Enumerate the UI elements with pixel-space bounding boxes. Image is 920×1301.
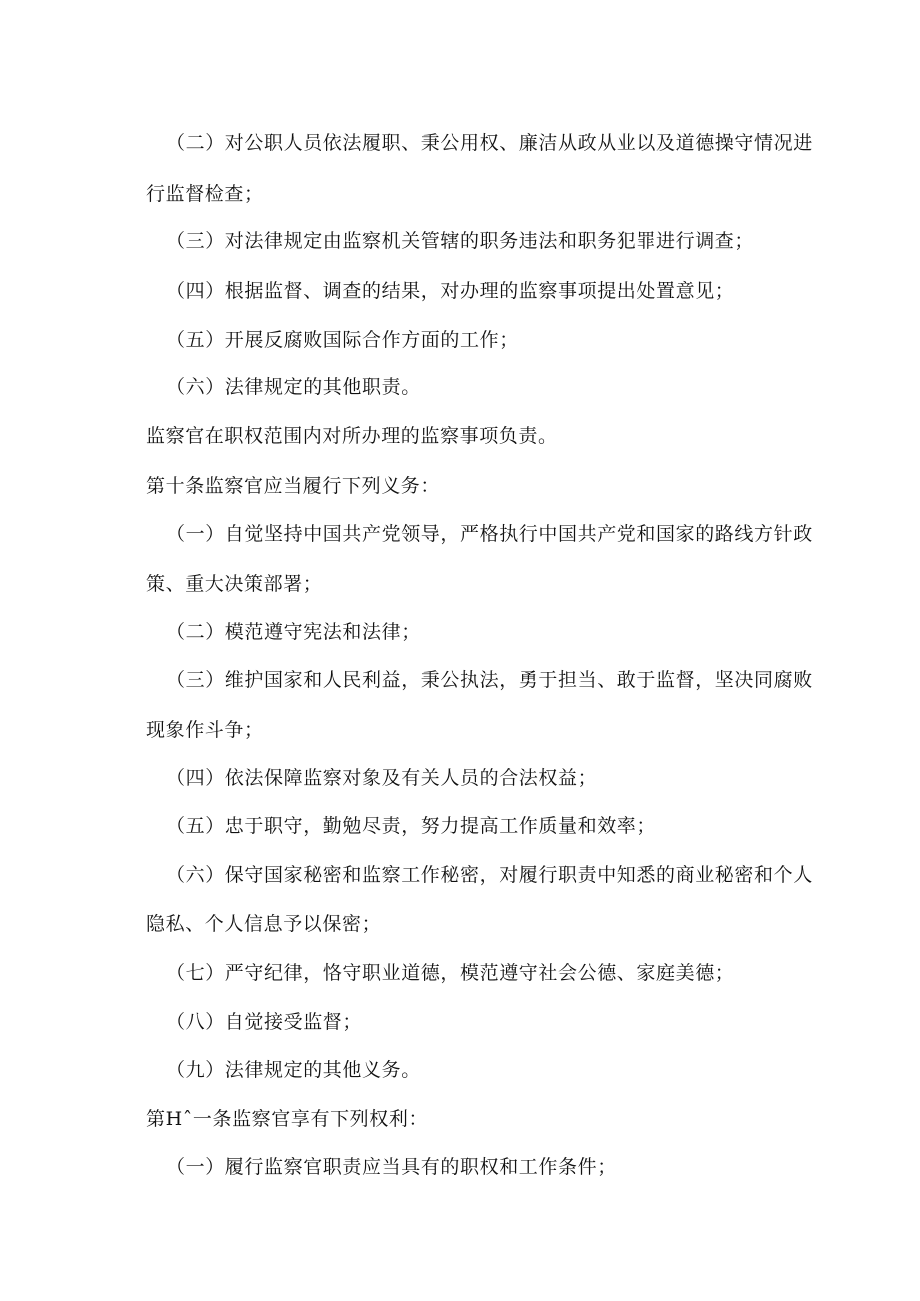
text-line-18: （七）严守纪律，恪守职业道德，模范遵守社会公德、家庭美德； [166, 962, 735, 984]
text-line-3: （三）对法律规定由监察机关管辖的职务违法和职务犯罪进行调查； [166, 230, 755, 252]
text-line-17: 隐私、个人信息予以保密； [146, 913, 382, 935]
text-line-10: 策、重大决策部署； [146, 573, 323, 595]
text-line-4: （四）根据监督、调查的结果，对办理的监察事项提出处置意见； [166, 280, 735, 302]
text-line-15: （五）忠于职守，勤勉尽责，努力提高工作质量和效率； [166, 815, 657, 837]
text-line-20: （九）法律规定的其他义务。 [166, 1059, 421, 1081]
text-line-12: （三）维护国家和人民利益，秉公执法，勇于担当、敢于监督，坚决同腐败 [166, 669, 813, 691]
text-line-2: 行监督检查； [146, 183, 264, 205]
article-11-heading: 第Hˆ一条监察官享有下列权利： [146, 1108, 429, 1130]
text-line-6: （六）法律规定的其他职责。 [166, 376, 421, 398]
text-line-1: （二）对公职人员依法履职、秉公用权、廉洁从政从业以及道德操守情况进 [166, 132, 813, 154]
text-line-22: （一）履行监察官职责应当具有的职权和工作条件； [166, 1156, 617, 1178]
article-10-heading: 第十条监察官应当履行下列义务： [146, 475, 441, 497]
text-line-14: （四）依法保障监察对象及有关人员的合法权益； [166, 767, 598, 789]
text-line-13: 现象作斗争； [146, 719, 264, 741]
text-line-7: 监察官在职权范围内对所办理的监察事项负责。 [146, 425, 558, 447]
text-line-16: （六）保守国家秘密和监察工作秘密，对履行职责中知悉的商业秘密和个人 [166, 864, 813, 886]
text-line-9: （一）自觉坚持中国共产党领导，严格执行中国共产党和国家的路线方针政 [166, 523, 813, 545]
text-line-19: （八）自觉接受监督； [166, 1011, 363, 1033]
text-line-11: （二）模范遵守宪法和法律； [166, 621, 421, 643]
text-line-5: （五）开展反腐败国际合作方面的工作； [166, 329, 519, 351]
